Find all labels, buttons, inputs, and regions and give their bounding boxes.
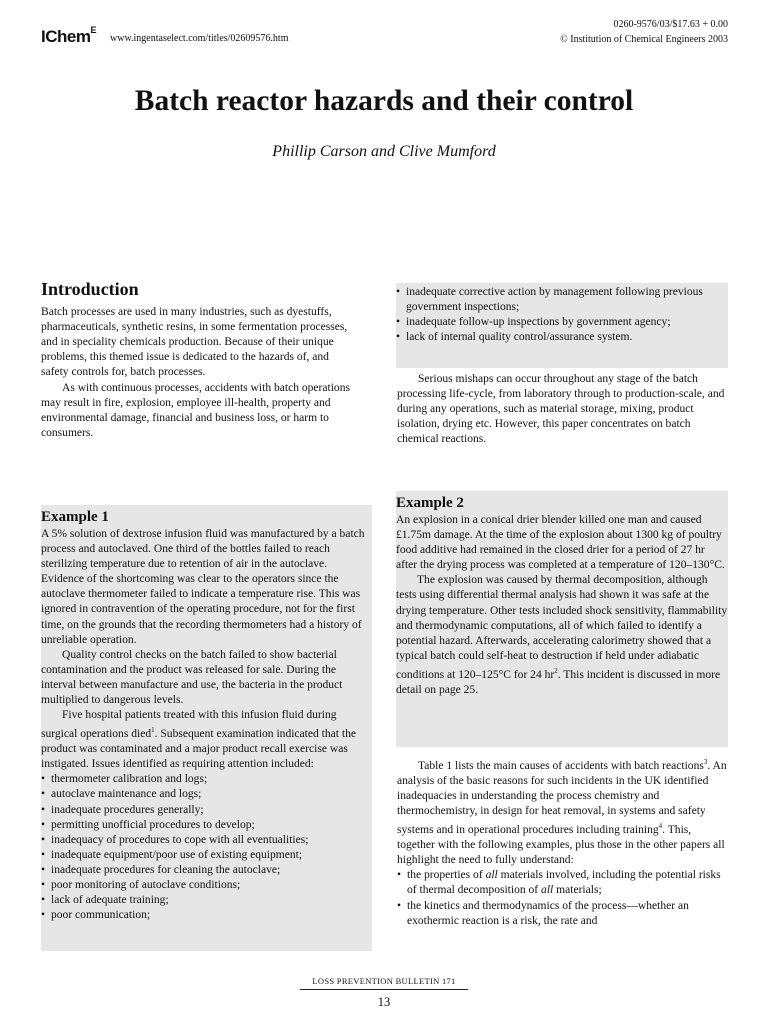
body-section: [397, 755, 728, 929]
header-info: [560, 17, 728, 47]
body-paragraph: Serious mishaps can occur throughout any stage of the batch processing life-cycle, from laboratory through to production-scale, and during any operations, such as material storage, mixing, product isolation, drying etc. However, this paper concentrates on batch chemical reactions.: [397, 373, 725, 446]
list-item: • the properties of all materials involved, including the potential risks of thermal decomposition of all materials;: [397, 869, 721, 897]
journal-url[interactable]: www.ingentaselect.com/titles/02609576.htm: [110, 33, 289, 44]
issn-code: 0260-9576/03/$17.63 + 0.00: [613, 19, 728, 30]
article-title: Batch reactor hazards and their control: [134, 85, 634, 117]
list-item: • thermometer calibration and logs;: [41, 773, 208, 786]
example-1-continued-box: [396, 283, 728, 368]
ichem-logo: IChem$^E$: [41, 25, 96, 46]
example-2-box: [396, 491, 728, 747]
list-item: • inadequate follow-up inspections by government agency;: [396, 316, 671, 329]
introduction-section: [41, 279, 358, 441]
list-item: • inadequate procedures for cleaning the autoclave;: [41, 863, 281, 876]
list-item: • the kinetics and thermodynamics of the process—whether an exothermic reaction is a risk, the rate and: [397, 899, 689, 927]
example-2-paragraph: An explosion in a conical drier blender killed one man and caused £1.75m damage. At the time of the explosion about 1300 kg of poultry food additive had remained in the closed drier for a period of 27 hr after the drying process was completed at a temperature of 120–130°C.: [396, 514, 725, 572]
example-2-paragraph: The explosion was caused by thermal decomposition, although tests using differential thermal analysis had shown it was safe at the drying temperature. Other tests included shock sensitivity, flammability and thermodynamic computations, all of which failed to identify a potential hazard. Afterwards, accelerating calorimetry showed that a typical batch could self-heat to destruction if held under adiabatic conditions at 120–125°C for 24 $hr^2$. This incident is discussed in more detail on page 25.: [396, 574, 728, 696]
list-item: • poor monitoring of autoclave conditions;: [41, 879, 241, 891]
example-1-issues-list-continued: [396, 285, 728, 345]
list-item: • lack of internal quality control/assurance system.: [396, 331, 633, 344]
introduction-heading: Introduction: [41, 279, 139, 299]
example-1-paragraph: Quality control checks on the batch failed to show bacterial contamination and the product was released for sale. During the interval between manufacture and use, the bacteria in the product multiplied to dangerous levels.: [41, 648, 343, 707]
example-1-heading: Example 1: [41, 509, 109, 525]
list-item: • inadequate equipment/poor use of existing equipment;: [41, 848, 303, 861]
footer-divider: [300, 989, 468, 990]
list-item: • inadequate corrective action by management following previous government inspections;: [396, 286, 703, 314]
article-authors: Phillip Carson and Clive Mumford: [272, 143, 496, 160]
body-section: [397, 372, 728, 447]
list-item: • permitting unofficial procedures to develop;: [41, 818, 255, 831]
list-item: • inadequate procedures generally;: [41, 803, 204, 816]
page-number: 13: [377, 995, 391, 1009]
copyright-notice: © Institution of Chemical Engineers 2003: [560, 34, 728, 45]
list-item: • inadequacy of procedures to cope with all eventualities;: [41, 833, 309, 846]
requirements-list: [397, 868, 728, 928]
example-1-issues-list: [41, 772, 372, 923]
journal-footer: LOSS PREVENTION BULLETIN 171: [312, 976, 456, 986]
intro-paragraph: Batch processes are used in many industries, such as dyestuffs, pharmaceuticals, synthetic resins, in some fermentation processes, and in speciality chemicals production. Because of their unique problems, this themed issue is dedicated to the hazards of, and safety controls for, batch processes.: [41, 306, 348, 379]
list-item: • poor communication;: [41, 909, 151, 922]
example-1-box: [41, 505, 372, 951]
example-2-heading: Example 2: [396, 495, 464, 511]
list-item: • autoclave maintenance and logs;: [41, 788, 202, 801]
intro-paragraph: As with continuous processes, accidents with batch operations may result in fire, explosion, employee ill-health, property and environmental damage, financial and business loss, or harm to consumers.: [41, 381, 350, 439]
example-1-paragraph: Five hospital patients treated with this infusion fluid during surgical operations died$^1$. Subsequent examination indicated that the product was contaminated and a major product recall exercise was instigated. Issues identified as requiring attention included:: [41, 709, 356, 771]
body-paragraph: Table 1 lists the main causes of accidents with batch reactions$^3$. An analysis of the basic reasons for such incidents in the UK identified inadequacies in understanding the process chemistry and thermochemistry, in design for heat removal, in systems and safety systems and in operational procedures including training$^4$. This, together with the following examples, plus those in the other papers all highlight the need to fully understand:: [397, 758, 727, 867]
list-item: • lack of adequate training;: [41, 894, 169, 907]
example-1-paragraph: A 5% solution of dextrose infusion fluid was manufactured by a batch process and autoclaved. One third of the bottles failed to reach sterilizing temperature due to retention of air in the autoclave. Evidence of the shortcoming was clear to the operators since the autoclave thermometer failed to indicate a temperature rise. This was ignored in contravention of the operating procedure, not for the first time, on the grounds that the recording thermometers had a history of unreliable operation.: [41, 528, 365, 646]
